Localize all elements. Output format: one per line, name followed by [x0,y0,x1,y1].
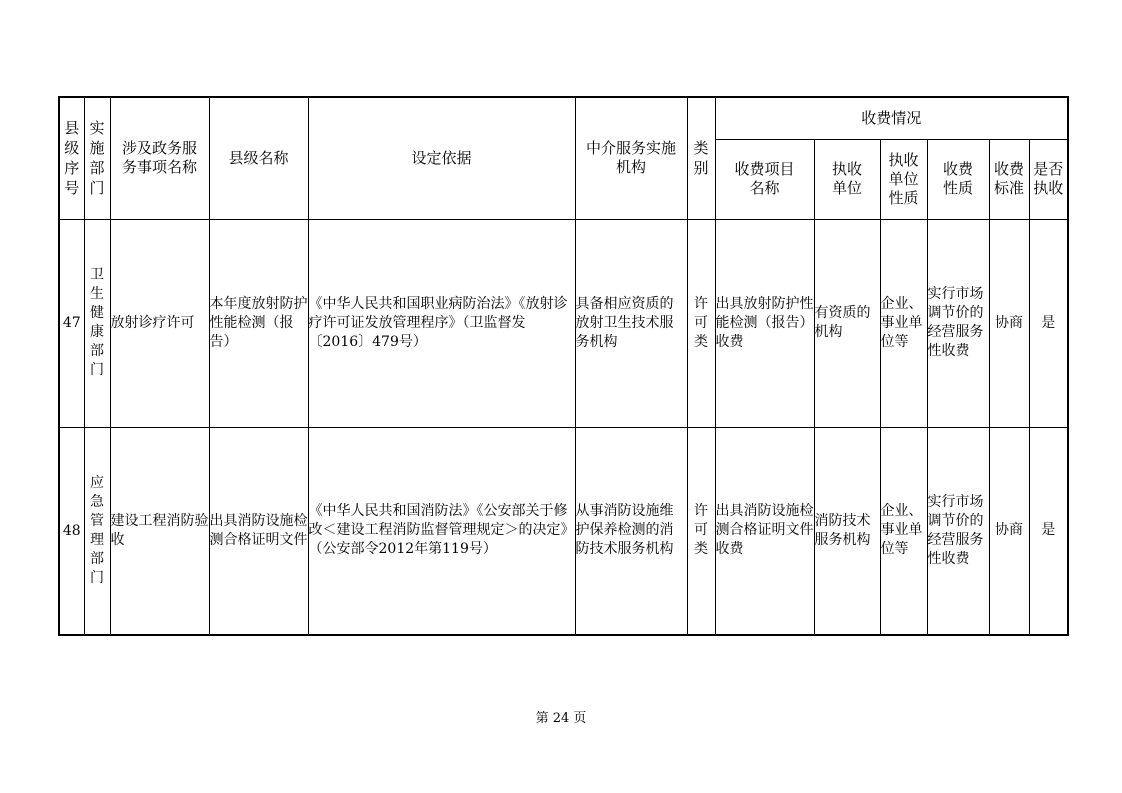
row-seq: 47 [59,219,84,427]
row-exec-nature: 企业、事业单位等 [880,219,927,427]
row-fee-name: 出具消防设施检测合格证明文件收费 [715,427,814,635]
row-exec-unit: 消防技术服务机构 [814,427,880,635]
header-agency: 中介服务实施机构 [575,97,687,219]
row-item: 建设工程消防验收 [110,427,209,635]
row-dept: 卫生健康部门 [84,219,110,427]
header-exec-nature: 执收单位性质 [880,139,927,219]
row-fee-nature: 实行市场调节价的经营服务性收费 [927,427,989,635]
header-fee-nature: 收费性质 [927,139,989,219]
row-exec-unit: 有资质的机构 [814,219,880,427]
row-agency: 从事消防设施维护保养检测的消防技术服务机构 [575,427,687,635]
header-fee-name: 收费项目名称 [715,139,814,219]
table-row [59,219,1068,427]
header-item: 涉及政务服务事项名称 [110,97,209,219]
row-is-collect: 是 [1029,427,1068,635]
row-basis: 《中华人民共和国消防法》《公安部关于修改＜建设工程消防监督管理规定＞的决定》（公安部令2012年第119号） [308,427,575,635]
row-item: 放射诊疗许可 [110,219,209,427]
row-fee-std: 协商 [989,427,1029,635]
table-row [59,427,1068,635]
header-category: 类别 [687,97,715,219]
row-category: 许可类 [687,427,715,635]
row-exec-nature: 企业、事业单位等 [880,427,927,635]
row-county-name: 出具消防设施检测合格证明文件 [209,427,308,635]
row-category: 许可类 [687,219,715,427]
row-seq: 48 [59,427,84,635]
row-fee-nature: 实行市场调节价的经营服务性收费 [927,219,989,427]
row-fee-std: 协商 [989,219,1029,427]
header-fee-std: 收费标准 [989,139,1029,219]
row-basis: 《中华人民共和国职业病防治法》《放射诊疗许可证发放管理程序》（卫监督发〔2016〕479号） [308,219,575,427]
header-fee-group: 收费情况 [715,97,1068,139]
page-number: 第 24 页 [535,711,587,726]
header-basis: 设定依据 [308,97,575,219]
header-exec-unit: 执收单位 [814,139,880,219]
fee-table [58,96,1069,636]
header-county-name: 县级名称 [209,97,308,219]
row-agency: 具备相应资质的放射卫生技术服务机构 [575,219,687,427]
row-fee-name: 出具放射防护性能检测（报告）收费 [715,219,814,427]
header-is-collect: 是否执收 [1029,139,1068,219]
header-seq: 县级序号 [59,97,84,219]
header-dept: 实施部门 [84,97,110,219]
row-county-name: 本年度放射防护性能检测（报告） [209,219,308,427]
row-dept: 应急管理部门 [84,427,110,635]
row-is-collect: 是 [1029,219,1068,427]
